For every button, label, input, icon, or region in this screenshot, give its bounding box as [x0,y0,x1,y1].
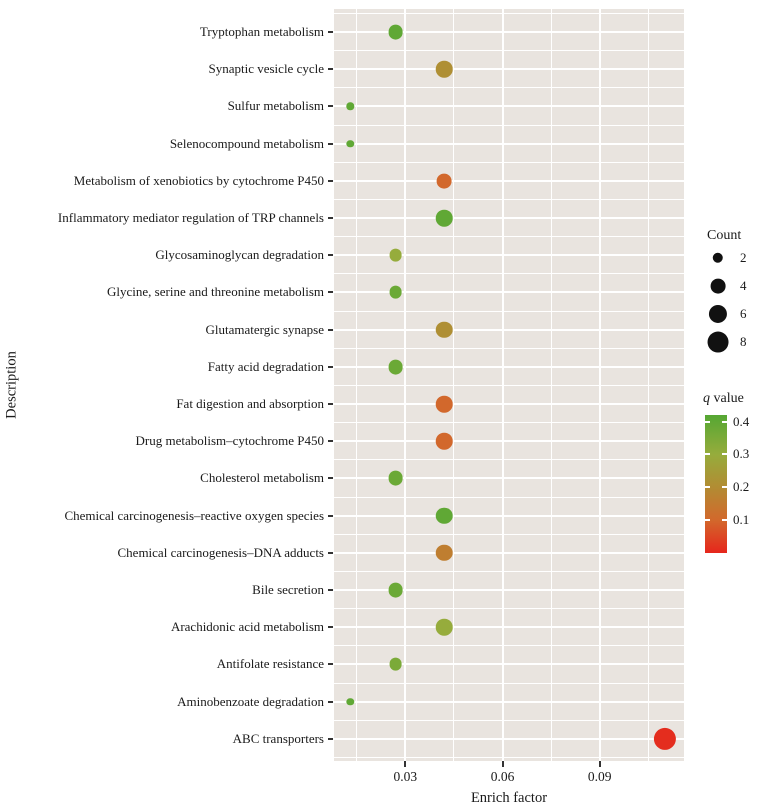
q-value-legend-title [703,391,744,407]
gridline-horizontal-minor [334,385,684,386]
gridline-horizontal-major [334,403,684,405]
count-legend-title: Count [707,228,742,243]
q-value-colorbar [705,415,727,553]
gridline-horizontal-minor [334,311,684,312]
y-axis-tick [328,477,333,479]
colorbar-tick [722,421,727,423]
count-legend-circle [708,332,729,353]
y-axis-tick [328,329,333,331]
count-legend-label: 2 [740,250,747,265]
colorbar-label: 0.4 [733,413,750,429]
y-axis-label: Glycine, serine and threonine metabolism [107,284,324,300]
colorbar-tick [705,421,710,423]
y-axis-title: Description [3,351,20,419]
x-axis-tick [404,761,406,767]
gridline-horizontal-major [334,589,684,591]
y-axis-tick [328,403,333,405]
y-axis-label: Drug metabolism–cytochrome P450 [135,433,324,449]
y-axis-label: Fat digestion and absorption [176,396,324,411]
gridline-horizontal-minor [334,757,684,758]
gridline-horizontal-minor [334,125,684,126]
y-axis-label: Metabolism of xenobiotics by cytochrome P450 [73,172,324,188]
x-axis-tick [502,761,504,767]
gridline-horizontal-major [334,31,684,33]
data-point [389,658,402,671]
colorbar-label: 0.3 [733,446,750,462]
data-point [388,359,403,374]
x-axis-tick-label: 0.03 [393,769,418,784]
y-axis-label: Synaptic vesicle cycle [208,61,324,77]
data-point [389,249,402,262]
data-point [388,471,403,486]
y-axis-label: Inflammatory mediator regulation of TRP channels [57,210,324,225]
gridline-horizontal-minor [334,683,684,684]
gridline-horizontal-minor [334,162,684,163]
gridline-horizontal-major [334,626,684,628]
y-axis-tick [328,254,333,256]
colorbar-label: 0.1 [733,512,750,528]
gridline-horizontal-major [334,105,684,107]
x-axis-tick [599,761,601,767]
y-axis-label: Fatty acid degradation [207,358,324,374]
count-legend-label: 4 [740,278,747,293]
gridline-horizontal-major [334,217,684,219]
data-point [436,619,453,636]
y-axis-label: Chemical carcinogenesis–reactive oxygen species [64,507,324,523]
y-axis-label: Selenocompound metabolism [169,135,324,151]
data-point [389,286,402,299]
colorbar-tick [705,453,710,455]
y-axis-label: Tryptophan metabolism [199,24,324,39]
gridline-horizontal-minor [334,273,684,274]
gridline-horizontal-major [334,738,684,740]
x-axis-tick-label: 0.06 [490,769,515,784]
count-legend-circle [709,305,727,323]
data-point [436,545,453,562]
gridline-horizontal-minor [334,422,684,423]
data-point [436,396,453,413]
data-point [436,433,453,450]
data-point [388,25,403,40]
y-axis-label: ABC transporters [232,730,324,746]
y-axis-tick [328,701,333,703]
gridline-horizontal-major [334,477,684,479]
y-axis-tick [328,180,333,182]
y-axis-tick [328,552,333,554]
y-axis-tick [328,626,333,628]
y-axis-tick [328,68,333,70]
gridline-horizontal-minor [334,459,684,460]
y-axis-label: Chemical carcinogenesis–DNA adducts [117,544,324,560]
gridline-horizontal-major [334,143,684,145]
y-axis-label: Cholesterol metabolism [200,470,324,486]
y-axis-label: Aminobenzoate degradation [177,693,324,709]
y-axis-label: Glycosaminoglycan degradation [155,247,324,263]
x-axis-title: Enrich factor [470,790,548,806]
data-point [436,210,453,227]
gridline-horizontal-minor [334,348,684,349]
y-axis-tick [328,738,333,740]
gridline-horizontal-major [334,180,684,182]
count-legend-label: 8 [740,334,747,349]
gridline-horizontal-minor [334,645,684,646]
gridline-horizontal-major [334,68,684,70]
y-axis-tick [328,143,333,145]
gridline-horizontal-major [334,515,684,517]
x-axis-tick-label: 0.09 [587,769,612,784]
gridline-horizontal-minor [334,497,684,498]
y-axis-label: Bile secretion [252,582,324,597]
gridline-horizontal-major [334,440,684,442]
gridline-horizontal-major [334,552,684,554]
gridline-horizontal-minor [334,13,684,14]
gridline-horizontal-minor [334,50,684,51]
y-axis-tick [328,31,333,33]
y-axis-tick [328,105,333,107]
colorbar-tick [705,486,710,488]
data-point [436,507,453,524]
gridline-horizontal-major [334,701,684,703]
gridline-horizontal-major [334,663,684,665]
count-legend-circle [713,253,723,263]
count-legend-label: 6 [740,306,747,321]
data-point [436,61,453,78]
gridline-horizontal-major [334,329,684,331]
y-axis-label: Sulfur metabolism [227,98,324,114]
y-axis-tick [328,366,333,368]
gridline-horizontal-minor [334,236,684,237]
gridline-horizontal-minor [334,720,684,721]
gridline-horizontal-minor [334,534,684,535]
count-legend-circle [711,279,726,294]
colorbar-tick [722,486,727,488]
gridline-horizontal-minor [334,608,684,609]
y-axis-label: Antifolate resistance [216,656,324,672]
y-axis-tick [328,663,333,665]
y-axis-tick [328,589,333,591]
y-axis-tick [328,291,333,293]
y-axis-tick [328,217,333,219]
y-axis-tick [328,515,333,517]
data-point [437,173,452,188]
colorbar-tick [722,519,727,521]
gridline-horizontal-major [334,254,684,256]
gridline-horizontal-minor [334,199,684,200]
q-legend-title-rest: value [710,391,744,406]
gridline-horizontal-major [334,366,684,368]
y-axis-label: Arachidonic acid metabolism [170,619,324,635]
colorbar-tick [722,453,727,455]
y-axis-label: Glutamatergic synapse [205,321,324,337]
gridline-horizontal-minor [334,571,684,572]
data-point [436,321,453,338]
gridline-horizontal-major [334,291,684,293]
colorbar-tick [705,519,710,521]
gridline-horizontal-minor [334,87,684,88]
data-point [388,583,403,598]
q-legend-title-italic: q [703,391,710,406]
colorbar-label: 0.2 [733,479,750,495]
y-axis-tick [328,440,333,442]
